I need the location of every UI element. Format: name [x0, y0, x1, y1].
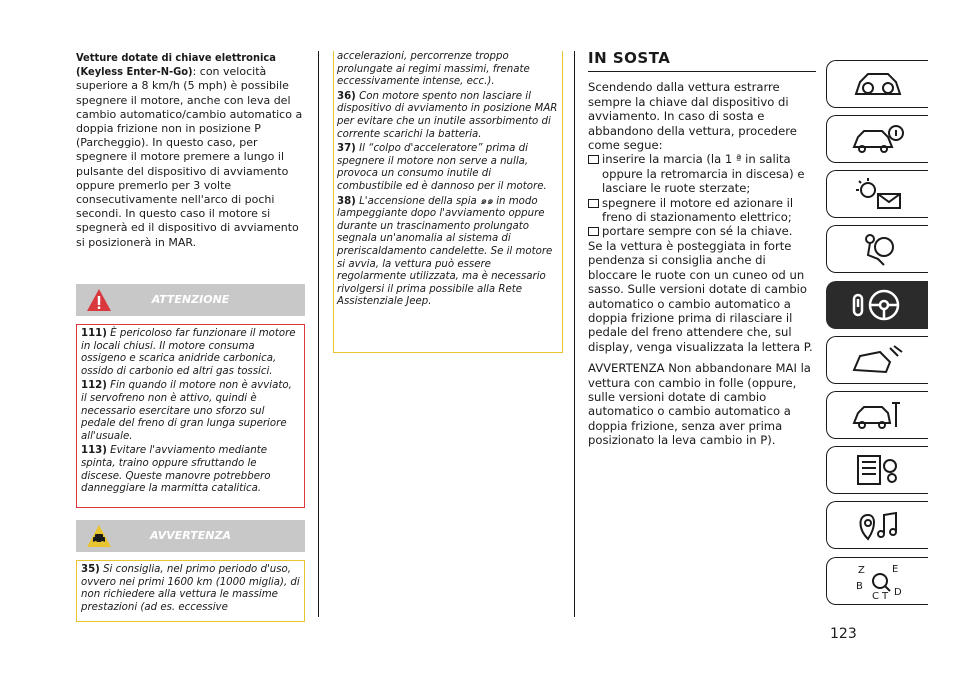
avvertenza-box [76, 560, 305, 622]
column-divider [574, 51, 575, 617]
avvertenza-header [76, 520, 305, 552]
side-tab-maintenance[interactable] [826, 391, 928, 439]
list-item: inserire la marcia (la 1 ª in salita oppure la retromarcia in discesa) e lasciare le ruote sterzate; [588, 152, 816, 195]
intro-text: Scendendo dalla vettura estrarre sempre la chiave dal dispositivo di avviamento. In caso di sosta e abbandono della vettura, procedere come segue: [588, 80, 797, 153]
side-tab-technical-data[interactable] [826, 446, 928, 494]
danger-triangle-icon [86, 287, 112, 313]
side-tab-starting-driving[interactable] [826, 281, 928, 329]
key-steering-wheel-icon [848, 285, 908, 325]
avvertenza-item: 36) Con motore spento non lasciare il dispositivo di avviamento in posizione MAR per evitare che un inutile assorbimento di corrente scarichi la batteria. [337, 90, 558, 140]
attenzione-item: 113) Evitare l'avviamento mediante spinta, traino oppure sfruttando le discese. Queste manovre potrebbero danneggiare la marmitta catalitica. [81, 445, 271, 495]
avvertenza-neutral-text: AVVERTENZA Non abbandonare MAI la vettura con cambio in folle (oppure, sulle versioni dotate di cambio automatico o cambio automatico a doppia frizione, senza aver prima posizionato la leva cambio in P). [588, 361, 811, 448]
side-tab-index[interactable] [826, 557, 928, 605]
airbag-icon [850, 231, 906, 267]
bullet-icon [588, 227, 599, 236]
page-number: 123 [830, 626, 857, 642]
car-dashboard-icon [850, 66, 906, 102]
svg-text:C: C [871, 591, 879, 601]
svg-text:Z: Z [857, 565, 865, 576]
side-tab-airbag[interactable] [826, 225, 928, 273]
bullet-icon [588, 199, 599, 208]
side-tab-emergency[interactable] [826, 336, 928, 384]
column-2 [333, 51, 563, 309]
column-1 [76, 51, 306, 257]
bullet-icon [588, 155, 599, 164]
car-maintenance-icon [850, 397, 906, 433]
avvertenza-title: AVVERTENZA [150, 529, 231, 542]
car-caution-icon [86, 523, 112, 549]
svg-text:E: E [891, 564, 898, 575]
attenzione-box [76, 324, 305, 508]
technical-data-icon [850, 452, 906, 488]
side-tab-car-info[interactable] [826, 115, 928, 163]
attenzione-title: ATTENZIONE [151, 293, 230, 306]
car-crash-icon [850, 342, 906, 378]
attenzione-item: 111) È pericoloso far funzionare il motore in locali chiusi. Il motore consuma ossigeno e scarica anidride carbonica, ossido di carbonio ed altri gas tossici. [81, 328, 296, 377]
keyless-lead: Vetture dotate di chiave elettronica (Keyless Enter-N-Go) [76, 51, 276, 79]
svg-text:D: D [893, 587, 902, 598]
column-divider [318, 51, 319, 617]
keyless-paragraph [76, 51, 306, 250]
keyless-text: : con velocità superiore a 8 km/h (5 mph) è possibile spegnere il motore, anche con leva del cambio automatico/cambio automatico a doppia frizione non in posizione P (Parcheggio). In questo caso, per spegnere il motore premere a lungo il pulsante del dispositivo di avviamento oppure premerlo per 3 volte consecutivamente nell'arco di pochi secondi. In questo caso il motore si spegnerà ed il dispositivo di avviamento si posizionerà in MAR. [76, 65, 303, 249]
side-tab-dashboard[interactable] [826, 60, 928, 108]
avvertenza-continuation: accelerazioni, percorrenze troppo prolungate ai regimi massimi, frenate eccessivamente intense, ecc.). [337, 51, 530, 88]
svg-text:B: B [855, 581, 863, 592]
svg-text:T: T [881, 591, 888, 601]
column-3 [588, 51, 816, 455]
avvertenza-item: 38) L'accensione della spia ๑๑ in modo lampeggiante dopo l'avviamento oppure durante un trascinamento prolungato segnala un'anomalia al sistema di preriscaldamento candelette. Se il motore si avvia, la vettura può essere regolarmente utilizzata, ma è necessario rivolgersi il prima possibile alla Rete Assistenziale Jeep. [337, 195, 553, 308]
car-info-icon [850, 121, 906, 157]
list-item: spegnere il motore ed azionare il freno di stazionamento elettrico; [588, 196, 816, 225]
multimedia-icon [850, 507, 906, 543]
side-tab-warning-lights[interactable] [826, 170, 928, 218]
section-title: IN SOSTA [588, 51, 816, 72]
side-tab-multimedia[interactable] [826, 501, 928, 549]
avvertenza-item: 35) Si consiglia, nel primo periodo d'uso, ovvero nei primi 1600 km (1000 miglia), di non richiedere alla vettura le massime prestazioni (ad es. eccessive [81, 564, 300, 613]
list-item: portare sempre con sé la chiave. [588, 224, 816, 238]
avvertenza-item: 37) Il “colpo d'acceleratore” prima di spegnere il motore non serve a nulla, provoca un consumo inutile di combustibile ed è dannoso per il motore. [337, 143, 547, 192]
attenzione-header [76, 284, 305, 316]
parking-slope-text: Se la vettura è posteggiata in forte pendenza si consiglia anche di bloccare le ruote con un cuneo od un sasso. Sulle versioni dotate di cambio automatico o cambio automatico a doppia frizione prima di rilasciare il pedale del freno attendere che, sul display, venga visualizzata la lettera P. [588, 238, 813, 354]
warning-lights-icon [850, 176, 906, 212]
index-icon [850, 561, 906, 601]
attenzione-item: 112) Fin quando il motore non è avviato, il servofreno non è attivo, quindi è necessario esercitare uno sforzo sul pedale del freno di gran lunga superiore all'usuale. [81, 380, 292, 442]
